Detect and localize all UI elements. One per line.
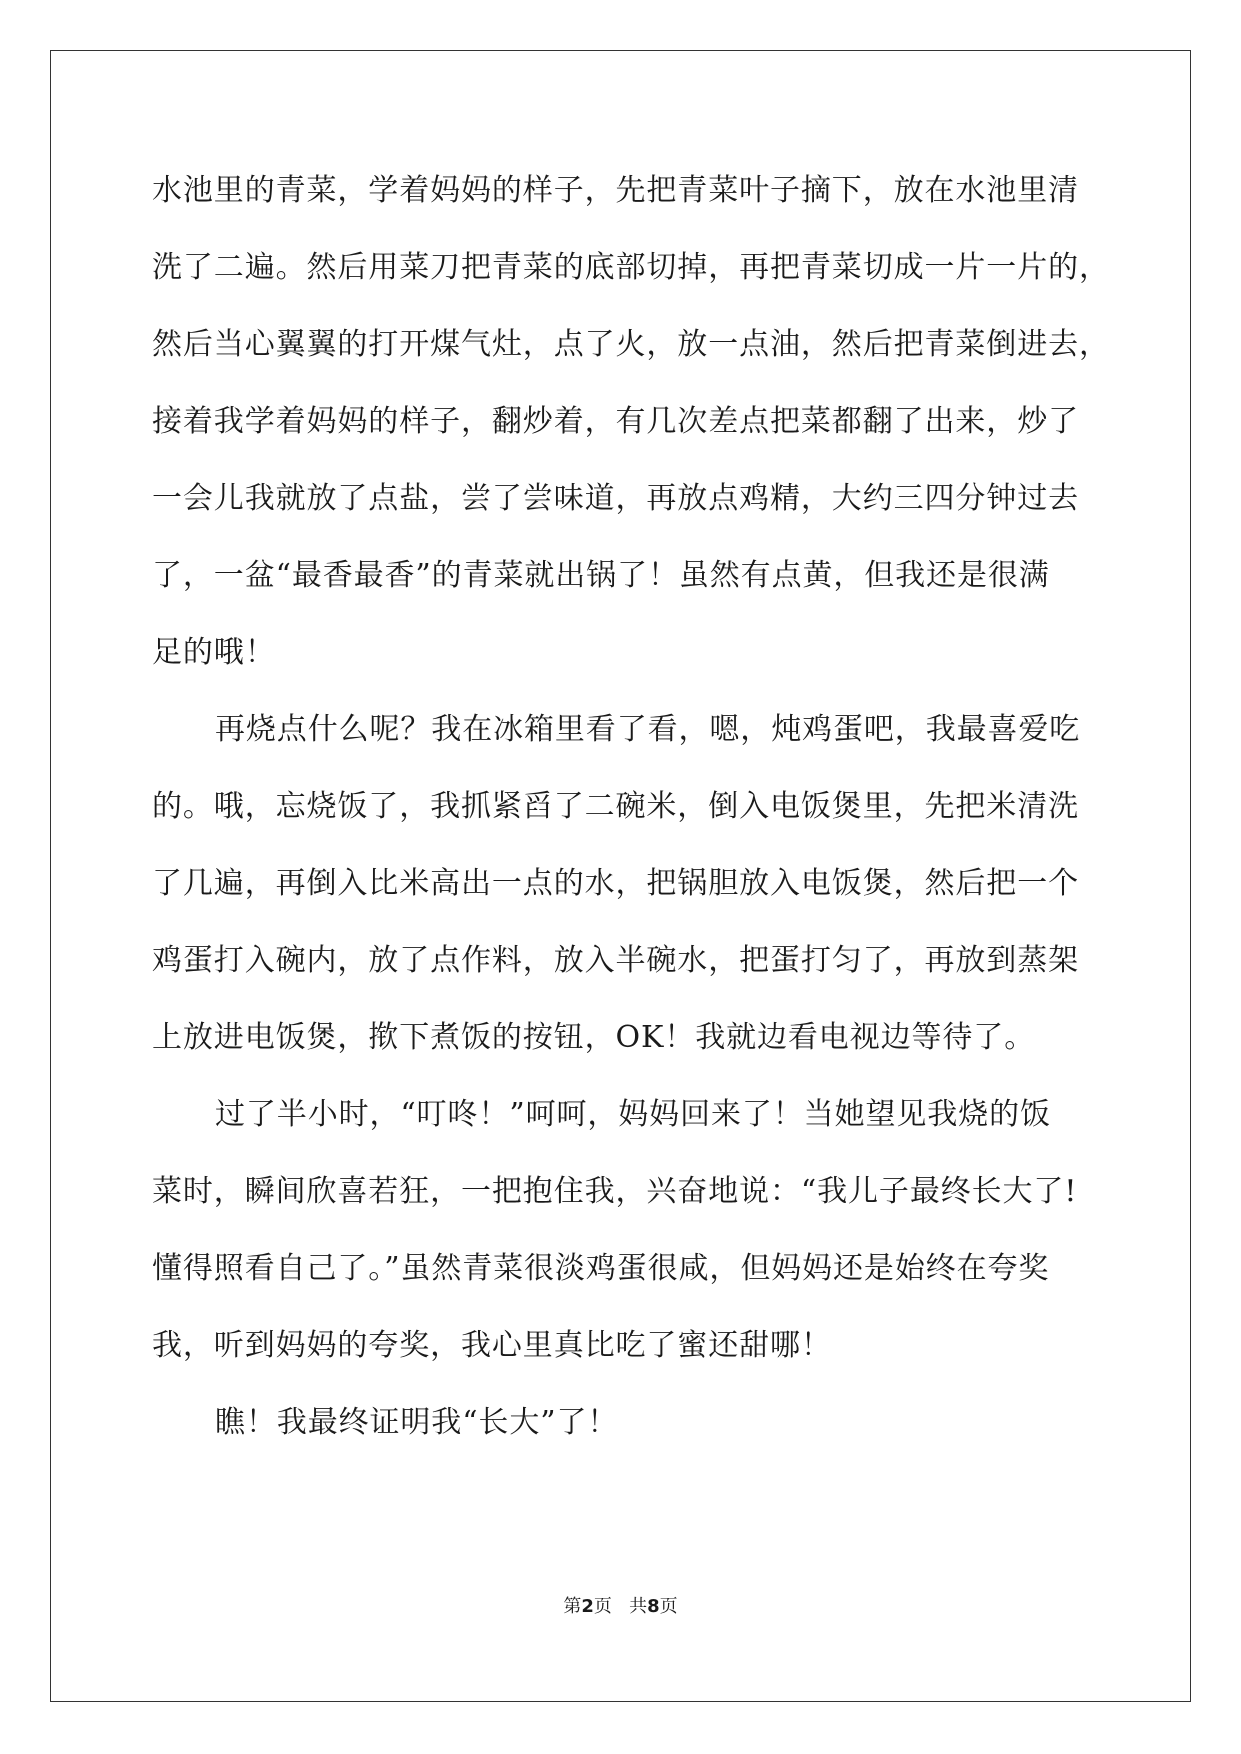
text-line: 鸡蛋打入碗内，放了点作料，放入半碗水，把蛋打匀了，再放到蒸架 (152, 943, 1079, 978)
footer-prefix: 第 (563, 1596, 582, 1617)
paragraph-first-line: 过了半小时，“叮咚！”呵呵，妈妈回来了！当她望见我烧的饭 (215, 1097, 1051, 1132)
text-line: 足的哦！ (152, 635, 276, 670)
text-line: 懂得照看自己了。”虽然青菜很淡鸡蛋很咸，但妈妈还是始终在夸奖 (152, 1251, 1050, 1286)
text-line: 一会儿我就放了点盐，尝了尝味道，再放点鸡精，大约三四分钟过去 (152, 481, 1079, 516)
text-line: 洗了二遍。然后用菜刀把青菜的底部切掉，再把青菜切成一片一片的， (152, 250, 1110, 285)
text-line: 上放进电饭煲，揿下煮饭的按钮，OK！我就边看电视边等待了。 (152, 1020, 1036, 1055)
text-line: 了，一盆“最香最香”的青菜就出锅了！虽然有点黄，但我还是很满 (152, 558, 1050, 593)
text-line: 的。哦，忘烧饭了，我抓紧舀了二碗米，倒入电饭煲里，先把米清洗 (152, 789, 1079, 824)
total-pages-number: 8 (647, 1596, 660, 1617)
text-line: 我，听到妈妈的夸奖，我心里真比吃了蜜还甜哪！ (152, 1328, 832, 1363)
footer-suffix: 页 (659, 1596, 678, 1617)
text-line: 水池里的青菜，学着妈妈的样子，先把青菜叶子摘下，放在水池里清 (152, 173, 1079, 208)
text-line: 菜时，瞬间欣喜若狂，一把抱住我，兴奋地说：“我儿子最终长大了! (152, 1174, 1078, 1209)
text-line: 了几遍，再倒入比米高出一点的水，把锅胆放入电饭煲，然后把一个 (152, 866, 1079, 901)
page-footer (0, 1592, 1241, 1618)
footer-middle: 页 共 (593, 1596, 648, 1617)
text-line: 接着我学着妈妈的样子，翻炒着，有几次差点把菜都翻了出来，炒了 (152, 404, 1079, 439)
paragraph-first-line: 瞧！我最终证明我“长大”了！ (215, 1405, 619, 1440)
current-page-number: 2 (581, 1596, 594, 1617)
paragraph-first-line: 再烧点什么呢？我在冰箱里看了看，嗯，炖鸡蛋吧，我最喜爱吃 (215, 712, 1081, 747)
text-line: 然后当心翼翼的打开煤气灶，点了火，放一点油，然后把青菜倒进去， (152, 327, 1110, 362)
document-body (152, 160, 1110, 1469)
